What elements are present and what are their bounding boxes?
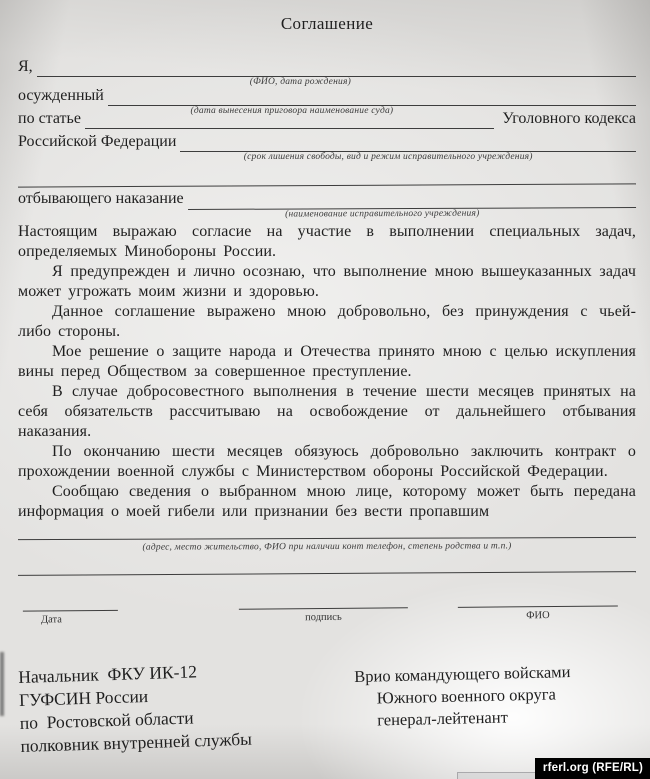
paragraph-decision: Мое решение о защите народа и Отечества принято мною с целью искупления вины перед Обществом за совершенное преступление. bbox=[18, 343, 636, 380]
caption-term: (срок лишения свободы, вид и режим исправительного учреждения) bbox=[243, 152, 533, 162]
official-left-prison-chief bbox=[18, 657, 321, 758]
rferl-watermark: rferl.org (RFE/RL) bbox=[535, 758, 650, 779]
paragraph-consent: Настоящим выражаю согласие на участие в выполнении специальных задач, определяемых Минобороны России. bbox=[18, 223, 636, 260]
signature-field-name bbox=[458, 605, 618, 621]
blank-line-name bbox=[37, 56, 636, 87]
caption-contact: (адрес, место жительство, ФИО при наличии конт телефон, степень родства и т.п.) bbox=[142, 541, 512, 553]
field-label-convicted: осужденный bbox=[18, 87, 104, 104]
field-label-federation: Российской Федерации bbox=[18, 133, 177, 150]
blank-line-contact bbox=[18, 537, 636, 553]
caption-name: (ФИО, дата рождения) bbox=[249, 77, 351, 87]
official-left-line: ГУФСИН России bbox=[18, 685, 149, 710]
signature-field-signature bbox=[239, 607, 408, 623]
official-left-line: полковник внутренней службы bbox=[20, 728, 253, 756]
blank-line-convicted bbox=[108, 85, 636, 116]
paragraph-contract: По окончанию шести месяцев обязуюсь добровольно заключить контракт о прохождении военной службы с Министерством обороны Российской Федерации. bbox=[18, 443, 636, 480]
blank-line-institution bbox=[188, 187, 636, 220]
body-text bbox=[18, 222, 636, 522]
official-right-line: генерал-лейтенант bbox=[377, 707, 509, 730]
field-row-article bbox=[18, 108, 636, 129]
date-label: Дата bbox=[40, 614, 62, 626]
name-label: ФИО bbox=[526, 610, 550, 622]
paragraph-warning: Я предупрежден и лично осознаю, что выполнение мною вышеуказанных задач может угрожать моим жизни и здоровью. bbox=[18, 263, 636, 300]
caption-convicted: (дата вынесения приговора наименование суда) bbox=[190, 106, 394, 116]
field-row-convicted bbox=[18, 85, 636, 116]
official-right-line: Врио командующего войсками bbox=[354, 662, 571, 686]
blank-line-contact-2 bbox=[18, 571, 636, 576]
field-label-serving: отбывающего наказание bbox=[18, 190, 184, 207]
paragraph-contact-person: Сообщаю сведения о выбранном мною лице, которому может быть передана информация о моей гибели или признании без вести пропавшим bbox=[18, 483, 636, 520]
page-title: Соглашение bbox=[280, 14, 374, 33]
field-suffix-criminal-code: Уголовного кодекса bbox=[502, 110, 636, 127]
field-row-serving bbox=[18, 188, 636, 220]
official-right-commander bbox=[354, 660, 638, 758]
official-left-line: Начальник ФКУ ИК-12 bbox=[18, 661, 198, 687]
field-row-name bbox=[18, 56, 636, 87]
paragraph-release: В случае добросовестного выполнения в течение шести месяцев принятых на себя обязательств рассчитываю на освобождение от дальнейшего отбывания наказания. bbox=[18, 383, 636, 440]
official-left-line: по Ростовской области bbox=[19, 707, 194, 733]
signature-label: подпись bbox=[305, 611, 342, 624]
field-row-federation bbox=[18, 131, 636, 162]
paragraph-voluntary: Данное соглашение выражено мною добровольно, без принуждения с чьей- либо стороны. bbox=[18, 303, 636, 340]
field-label-article: по статье bbox=[18, 110, 81, 127]
blank-line-term bbox=[180, 131, 636, 162]
field-label-i: Я, bbox=[18, 58, 33, 75]
official-right-line: Южного военного округа bbox=[376, 684, 557, 708]
caption-institution: (наименование исправительного учреждения) bbox=[284, 208, 480, 220]
blank-line-article bbox=[85, 108, 494, 129]
signature-field-date bbox=[23, 610, 118, 626]
signature-row bbox=[18, 605, 636, 642]
officials-block bbox=[18, 661, 636, 758]
